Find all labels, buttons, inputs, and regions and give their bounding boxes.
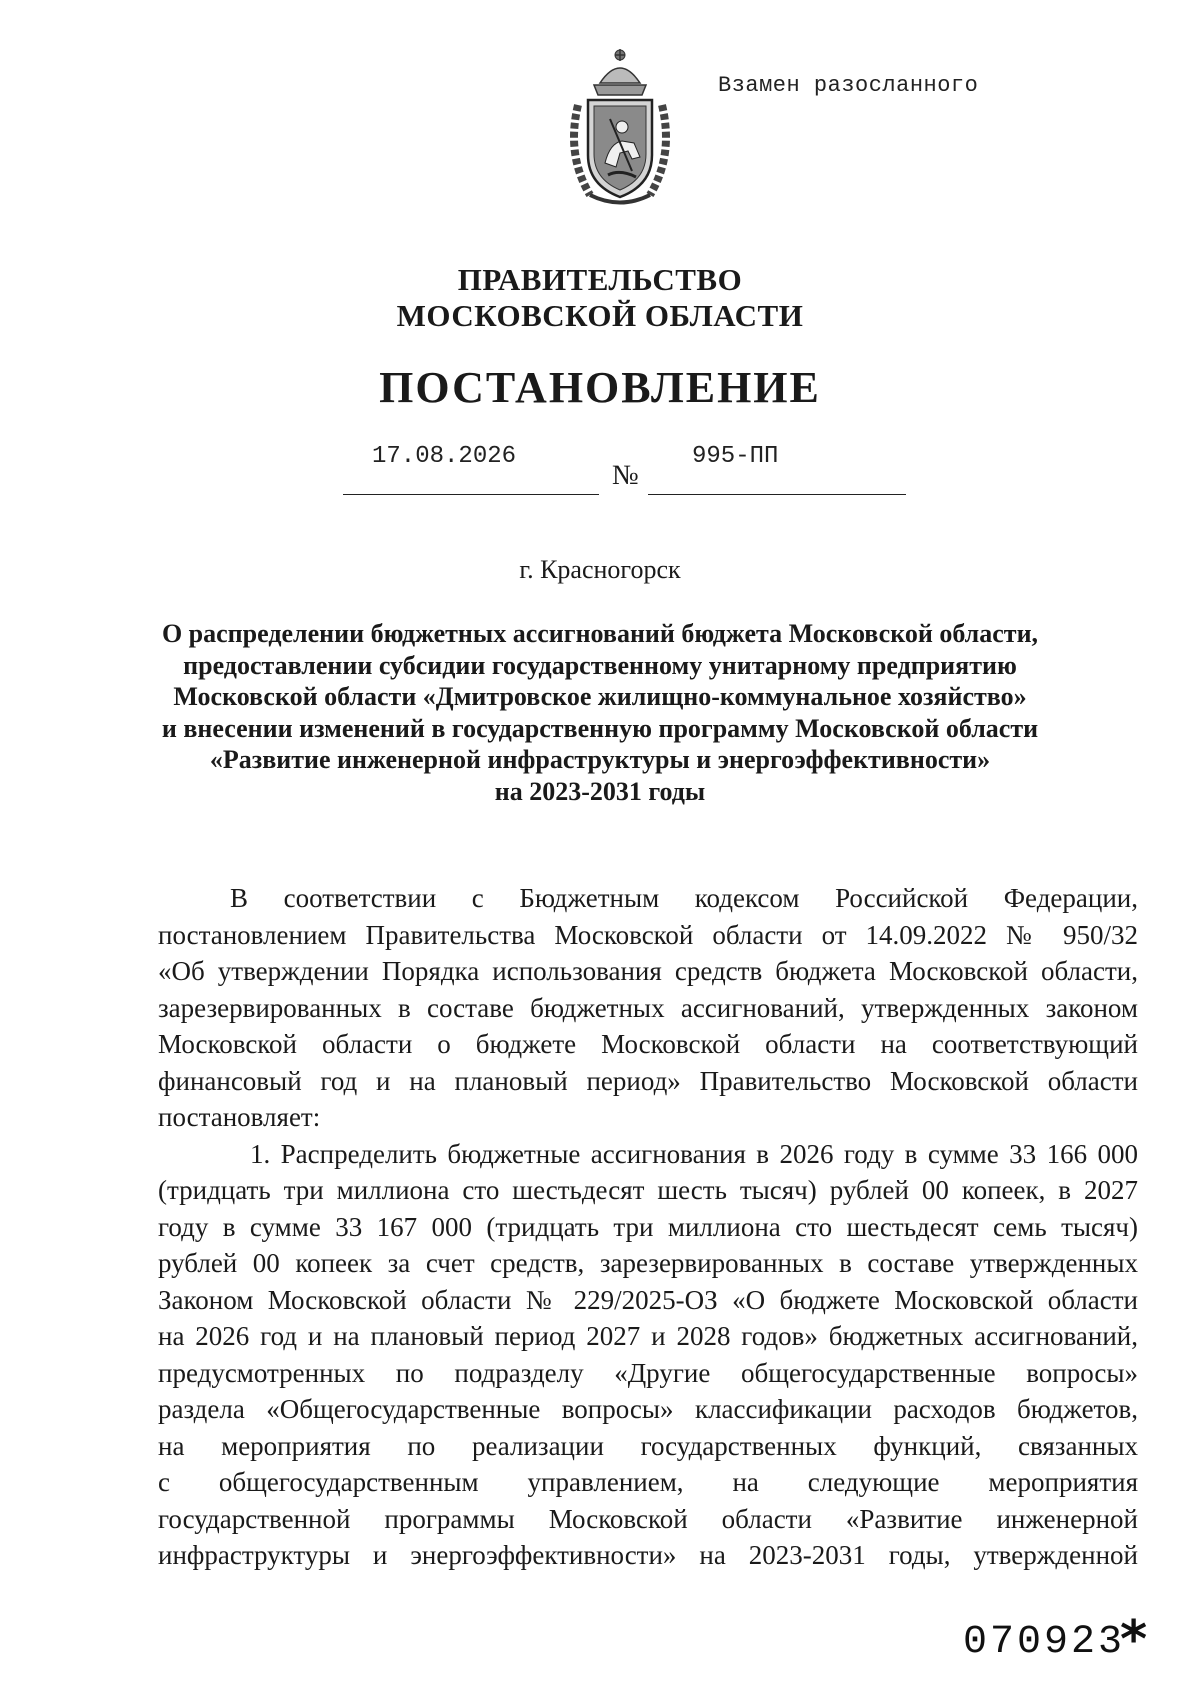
body-line: постановлением Правительства Московской области от 14.09.2022 № 950/32: [158, 919, 1138, 950]
number-sign: №: [612, 460, 639, 491]
title-line: предоставлении субсидии государственному унитарному предприятию: [183, 650, 1017, 680]
body-line: с общегосударственным управлением, на следующие мероприятия: [158, 1467, 1138, 1497]
decree-subject-title: [140, 618, 1060, 807]
coat-of-arms-icon: [560, 45, 680, 210]
body-line: году в сумме 33 167 000 (тридцать три миллиона сто шестьдесят семь тысяч): [158, 1211, 1138, 1242]
title-line: на 2023-2031 годы: [494, 776, 706, 806]
date-underline: [343, 494, 599, 495]
replacement-note: Взамен разосланного: [718, 73, 979, 98]
body-line: предусмотренных по подразделу «Другие общегосударственные вопросы»: [158, 1357, 1138, 1388]
title-line: Московской области «Дмитровское жилищно-коммунальное хозяйство»: [173, 682, 1027, 711]
title-line: «Развитие инженерной инфраструктуры и энергоэффективности»: [209, 745, 991, 774]
authority-line-2: МОСКОВСКОЙ ОБЛАСТИ: [396, 298, 804, 333]
body-line: зарезервированных в составе бюджетных ассигнований, утвержденных законом: [158, 992, 1138, 1023]
decree-body: [158, 880, 1138, 1574]
number-underline: [648, 494, 906, 495]
body-line: Московской области о бюджете Московской области на соответствующий: [158, 1029, 1138, 1059]
body-line: инфраструктуры и энергоэффективности» на 2023-2031 годы, утвержденной: [158, 1540, 1138, 1570]
body-line: рублей 00 копеек за счет средств, зарезервированных в составе утвержденных: [158, 1248, 1138, 1278]
body-line: (тридцать три миллиона сто шестьдесят шесть тысяч) рублей 00 копеек, в 2027: [158, 1175, 1138, 1205]
body-line: на мероприятия по реализации государственных функций, связанных: [158, 1430, 1138, 1461]
city-label: г. Красногорск: [519, 555, 681, 584]
body-line: на 2026 год и на плановый период 2027 и 2028 годов» бюджетных ассигнований,: [158, 1321, 1138, 1351]
body-line: «Об утверждении Порядка использования средств бюджета Московской области,: [158, 956, 1138, 986]
document-type-title: ПОСТАНОВЛЕНИЕ: [379, 363, 821, 412]
document-serial-code: 070923: [963, 1620, 1126, 1665]
decree-number: 995-ПП: [692, 443, 779, 470]
body-line: финансовый год и на плановый период» Правительство Московской области: [158, 1065, 1138, 1096]
body-line: раздела «Общегосударственные вопросы» классификации расходов бюджетов,: [158, 1394, 1138, 1424]
title-line: О распределении бюджетных ассигнований бюджета Московской области,: [161, 619, 1039, 648]
authority-line-1: ПРАВИТЕЛЬСТВО: [457, 262, 743, 297]
asterisk-mark: *: [1120, 1610, 1148, 1670]
title-line: и внесении изменений в государственную программу Московской области: [161, 713, 1039, 743]
body-line: Законом Московской области № 229/2025-ОЗ «О бюджете Московской области: [158, 1284, 1138, 1315]
body-line: государственной программы Московской области «Развитие инженерной: [158, 1503, 1138, 1534]
decree-date: 17.08.2026: [372, 443, 517, 470]
body-line: постановляет:: [158, 1102, 321, 1132]
body-line: В соответствии с Бюджетным кодексом Российской Федерации,: [230, 883, 1138, 913]
body-line: 1. Распределить бюджетные ассигнования в 2026 году в сумме 33 166 000: [250, 1138, 1138, 1169]
